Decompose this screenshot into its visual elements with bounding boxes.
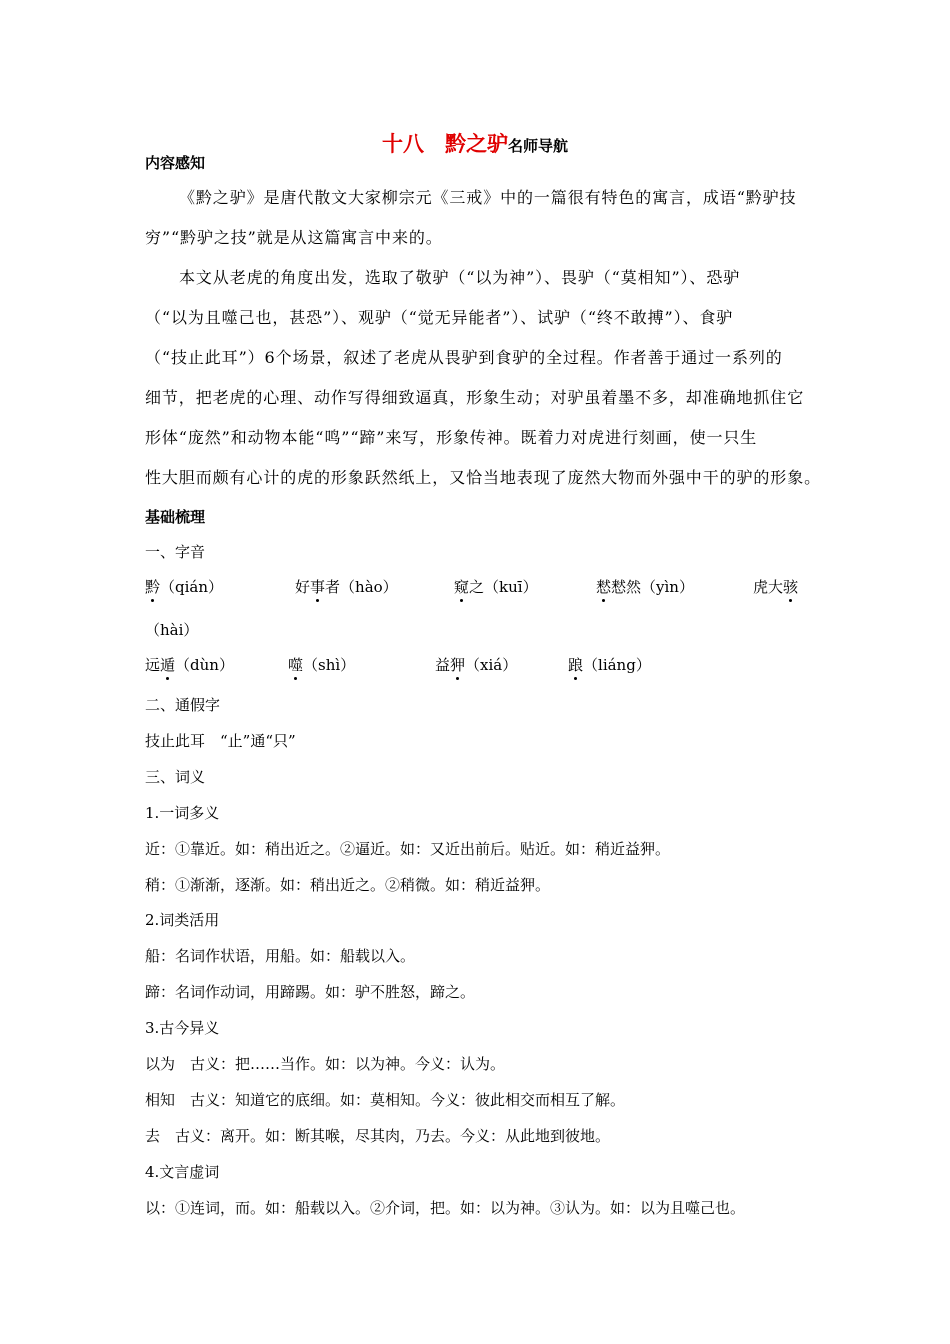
pinyin-item [435, 655, 517, 675]
pinyin-reading: （hào） [340, 578, 398, 596]
pinyin-word-plain: 益 [435, 656, 451, 674]
paragraph-line: 本文从老虎的角度出发，选取了敬驴（“以为神”）、畏驴（“莫相知”）、恐驴 [179, 268, 741, 287]
pinyin-item [596, 577, 694, 597]
ciyi-subheading: 4.文言虚词 [145, 1163, 220, 1181]
pinyin-item [288, 655, 355, 675]
pinyin-word: 踉 [568, 656, 584, 674]
section-heading-basics: 基础梳理 [145, 508, 206, 526]
paragraph-line: 形体“庞然”和动物本能“鸣”“蹄”来写，形象传神。既着力对虎进行刻画，使一只生 [145, 428, 758, 447]
ciyi-subheading: 2.词类活用 [145, 911, 220, 929]
subheading-tongjia: 二、通假字 [145, 696, 221, 714]
pinyin-word-plain: 虎大 [753, 578, 784, 596]
page-title [0, 128, 950, 158]
tongjia-line: 技止此耳 “止”通“只” [145, 732, 296, 750]
pinyin-word: 黔 [145, 578, 161, 596]
title-sub: 名师导航 [507, 137, 568, 155]
pinyin-item [753, 577, 798, 597]
ciyi-line: 以：①连词，而。如：船载以入。②介词，把。如：以为神。③认为。如：以为且噬己也。 [145, 1199, 746, 1217]
paragraph-line: 《黔之驴》是唐代散文大家柳宗元《三戒》中的一篇很有特色的寓言，成语“黔驴技 [179, 188, 797, 207]
ciyi-line: 近：①靠近。如：稍出近之。②逼近。如：又近出前后。贴近。如：稍近益狎。 [145, 840, 671, 858]
pinyin-word-plain: 之 [469, 578, 485, 596]
pinyin-reading: （yìn） [641, 578, 694, 596]
subheading-pronunciation: 一、字音 [145, 543, 206, 561]
pinyin-reading-wrapped: （hài） [145, 621, 199, 639]
pinyin-reading: （qián） [160, 578, 224, 596]
pinyin-reading: （shì） [303, 656, 356, 674]
ciyi-line: 船：名词作状语，用船。如：船载以入。 [145, 947, 416, 965]
paragraph-line: 细节，把老虎的心理、动作写得细致逼真，形象生动；对驴虽着墨不多，却准确地抓住它 [145, 388, 805, 407]
subheading-ciyi: 三、词义 [145, 768, 206, 786]
ciyi-line: 以为 古义：把……当作。如：以为神。今义：认为。 [145, 1055, 506, 1073]
paragraph-line: （“技止此耳”）6个场景，叙述了老虎从畏驴到食驴的全过程。作者善于通过一系列的 [145, 348, 783, 367]
pinyin-item [568, 655, 651, 675]
ciyi-subheading: 1.一词多义 [145, 804, 220, 822]
pinyin-word-plain: 好 [295, 578, 311, 596]
pinyin-word-plain: 慭然 [611, 578, 642, 596]
pinyin-word-plain: 远 [145, 656, 161, 674]
title-main: 十八 黔之驴 [381, 132, 508, 156]
pinyin-word: 骇 [783, 578, 799, 596]
ciyi-line: 去 古义：离开。如：断其喉，尽其肉，乃去。今义：从此地到彼地。 [145, 1127, 611, 1145]
pinyin-item [145, 655, 234, 675]
pinyin-word: 狎 [450, 656, 466, 674]
pinyin-item [145, 577, 223, 597]
pinyin-word: 慭 [596, 578, 612, 596]
ciyi-line: 蹄：名词作动词，用蹄踢。如：驴不胜怒，蹄之。 [145, 983, 476, 1001]
paragraph-line: 性大胆而颇有心计的虎的形象跃然纸上，又恰当地表现了庞然大物而外强中干的驴的形象。 [145, 468, 822, 487]
pinyin-item [454, 577, 538, 597]
pinyin-word: 噬 [288, 656, 304, 674]
pinyin-reading: （liáng） [583, 656, 651, 674]
pinyin-reading: （kuī） [484, 578, 538, 596]
pinyin-item [295, 577, 398, 597]
ciyi-subheading: 3.古今异义 [145, 1019, 220, 1037]
paragraph-line: 穷”“黔驴之技”就是从这篇寓言中来的。 [145, 228, 443, 247]
pinyin-word: 事 [310, 578, 326, 596]
paragraph-line: （“以为且噬己也，甚恐”）、观驴（“觉无异能者”）、试驴（“终不敢搏”）、食驴 [145, 308, 734, 327]
ciyi-line: 相知 古义：知道它的底细。如：莫相知。今义：彼此相交而相互了解。 [145, 1091, 626, 1109]
section-heading-content: 内容感知 [145, 154, 206, 172]
pinyin-word: 遁 [160, 656, 176, 674]
pinyin-reading: （dùn） [175, 656, 234, 674]
pinyin-reading: （xiá） [465, 656, 518, 674]
pinyin-word-plain: 者 [325, 578, 341, 596]
ciyi-line: 稍：①渐渐，逐渐。如：稍出近之。②稍微。如：稍近益狎。 [145, 876, 551, 894]
pinyin-word: 窥 [454, 578, 470, 596]
